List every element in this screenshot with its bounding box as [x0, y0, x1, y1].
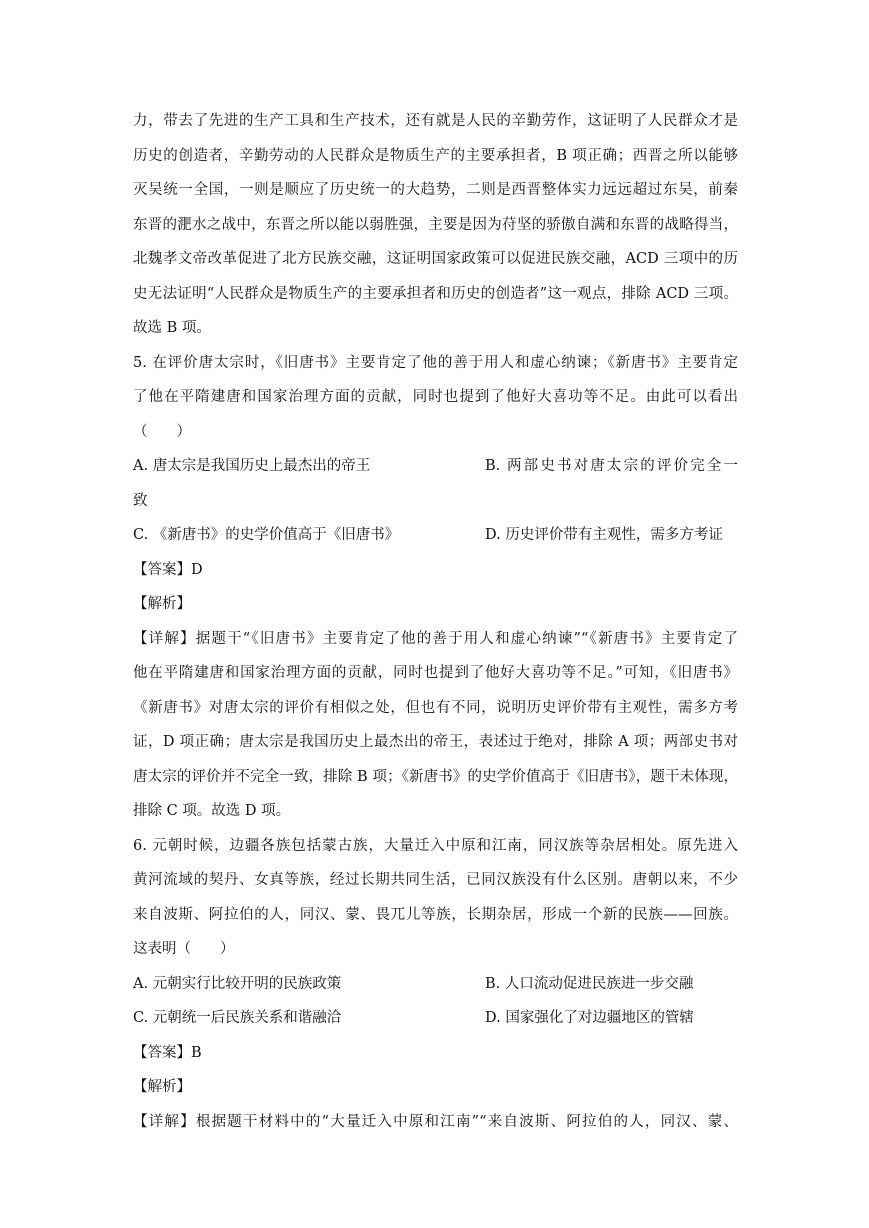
detail-line: 证，D 项正确；唐太宗是我国历史上最杰出的帝王，表述过于绝对，排除 A 项；两部史书对 — [133, 734, 738, 750]
detail-line: 【详解】据题干“《旧唐书》主要肯定了他的善于用人和虚心纳谏”“《新唐书》主要肯定了 — [133, 630, 738, 647]
option-row — [133, 449, 738, 484]
question-stem-line: （ ） — [133, 423, 191, 440]
paragraph-line: 东晋的淝水之战中，东晋之所以能以弱胜强，主要是因为苻坚的骄傲自满和东晋的战略得当， — [133, 216, 738, 233]
option-c: C. 《新唐书》的史学价值高于《旧唐书》 — [133, 527, 400, 543]
question-stem-line: 黄河流域的契丹、女真等族，经过长期共同生活，已同汉族没有什么区别。唐朝以来，不少 — [133, 872, 738, 888]
question-stem-line: 这表明（ ） — [133, 941, 235, 957]
detail-line: 《新唐书》对唐太宗的评价有相似之处，但也有不同，说明历史评价带有主观性，需多方考 — [133, 699, 738, 716]
option-row — [133, 518, 738, 553]
question-stem-line: 5. 在评价唐太宗时，《旧唐书》主要肯定了他的善于用人和虚心纳谏；《新唐书》主要肯定 — [133, 354, 738, 371]
option-a: A. 元朝实行比较开明的民族政策 — [133, 975, 342, 992]
paragraph-line: 故选 B 项。 — [133, 320, 211, 336]
option-d: D. 历史评价带有主观性，需多方考证 — [485, 527, 723, 543]
answer-label: 【答案】B — [133, 1044, 202, 1061]
option-c: C. 元朝统一后民族关系和谐融洽 — [133, 1010, 342, 1026]
option-a: A. 唐太宗是我国历史上最杰出的帝王 — [133, 458, 371, 474]
paragraph-line: 史无法证明“人民群众是物质生产的主要承担者和历史的创造者”这一观点，排除 ACD 三项。 — [133, 285, 738, 302]
paragraph-line: 灭吴统一全国，一则是顺应了历史统一的大趋势，二则是西晋整体实力远远超过东吴，前秦 — [133, 182, 738, 198]
detail-line: 唐太宗的评价并不完全一致，排除 B 项；《新唐书》的史学价值高于《旧唐书》，题干未体现， — [133, 768, 738, 785]
detail-line: 【详解】根据题干材料中的“大量迁入中原和江南”“来自波斯、阿拉伯的人，同汉、蒙、 — [133, 1113, 738, 1130]
paragraph-line: 力，带去了先进的生产工具和生产技术，还有就是人民的辛勤劳作，这证明了人民群众才是 — [133, 113, 738, 129]
question-stem-line: 来自波斯、阿拉伯的人，同汉、蒙、畏兀儿等族，长期杂居，形成一个新的民族——回族。 — [133, 906, 738, 923]
detail-line: 他在平隋建唐和国家治理方面的贡献，同时也提到了他好大喜功等不足。”可知，《旧唐书》 — [133, 665, 738, 681]
option-row — [133, 967, 738, 1002]
option-b-continuation: 致 — [133, 492, 148, 509]
question-6 — [133, 829, 738, 1140]
detail-line: 排除 C 项。故选 D 项。 — [133, 803, 291, 819]
option-b: B. 人口流动促进民族进一步交融 — [485, 975, 694, 992]
paragraph-line: 北魏孝文帝改革促进了北方民族交融，这证明国家政策可以促进民族交融，ACD 三项中的历 — [133, 251, 738, 267]
question-5 — [133, 346, 738, 829]
option-d: D. 国家强化了对边疆地区的管辖 — [485, 1010, 694, 1026]
answer-label: 【答案】D — [133, 561, 203, 578]
analysis-label: 【解析】 — [133, 596, 191, 612]
prev-question-explanation — [133, 104, 738, 346]
page-content — [133, 104, 738, 1139]
question-stem-line: 6. 元朝时候，边疆各族包括蒙古族，大量迁入中原和江南，同汉族等杂居相处。原先进入 — [133, 837, 738, 854]
paragraph-line: 历史的创造者，辛勤劳动的人民群众是物质生产的主要承担者，B 项正确；西晋之所以能够 — [133, 147, 738, 164]
option-row — [133, 1001, 738, 1036]
question-stem-line: 了他在平隋建唐和国家治理方面的贡献，同时也提到了他好大喜功等不足。由此可以看出 — [133, 389, 738, 405]
option-b: B. 两部史书对唐太宗的评价完全一 — [485, 458, 738, 474]
analysis-label: 【解析】 — [133, 1079, 191, 1095]
